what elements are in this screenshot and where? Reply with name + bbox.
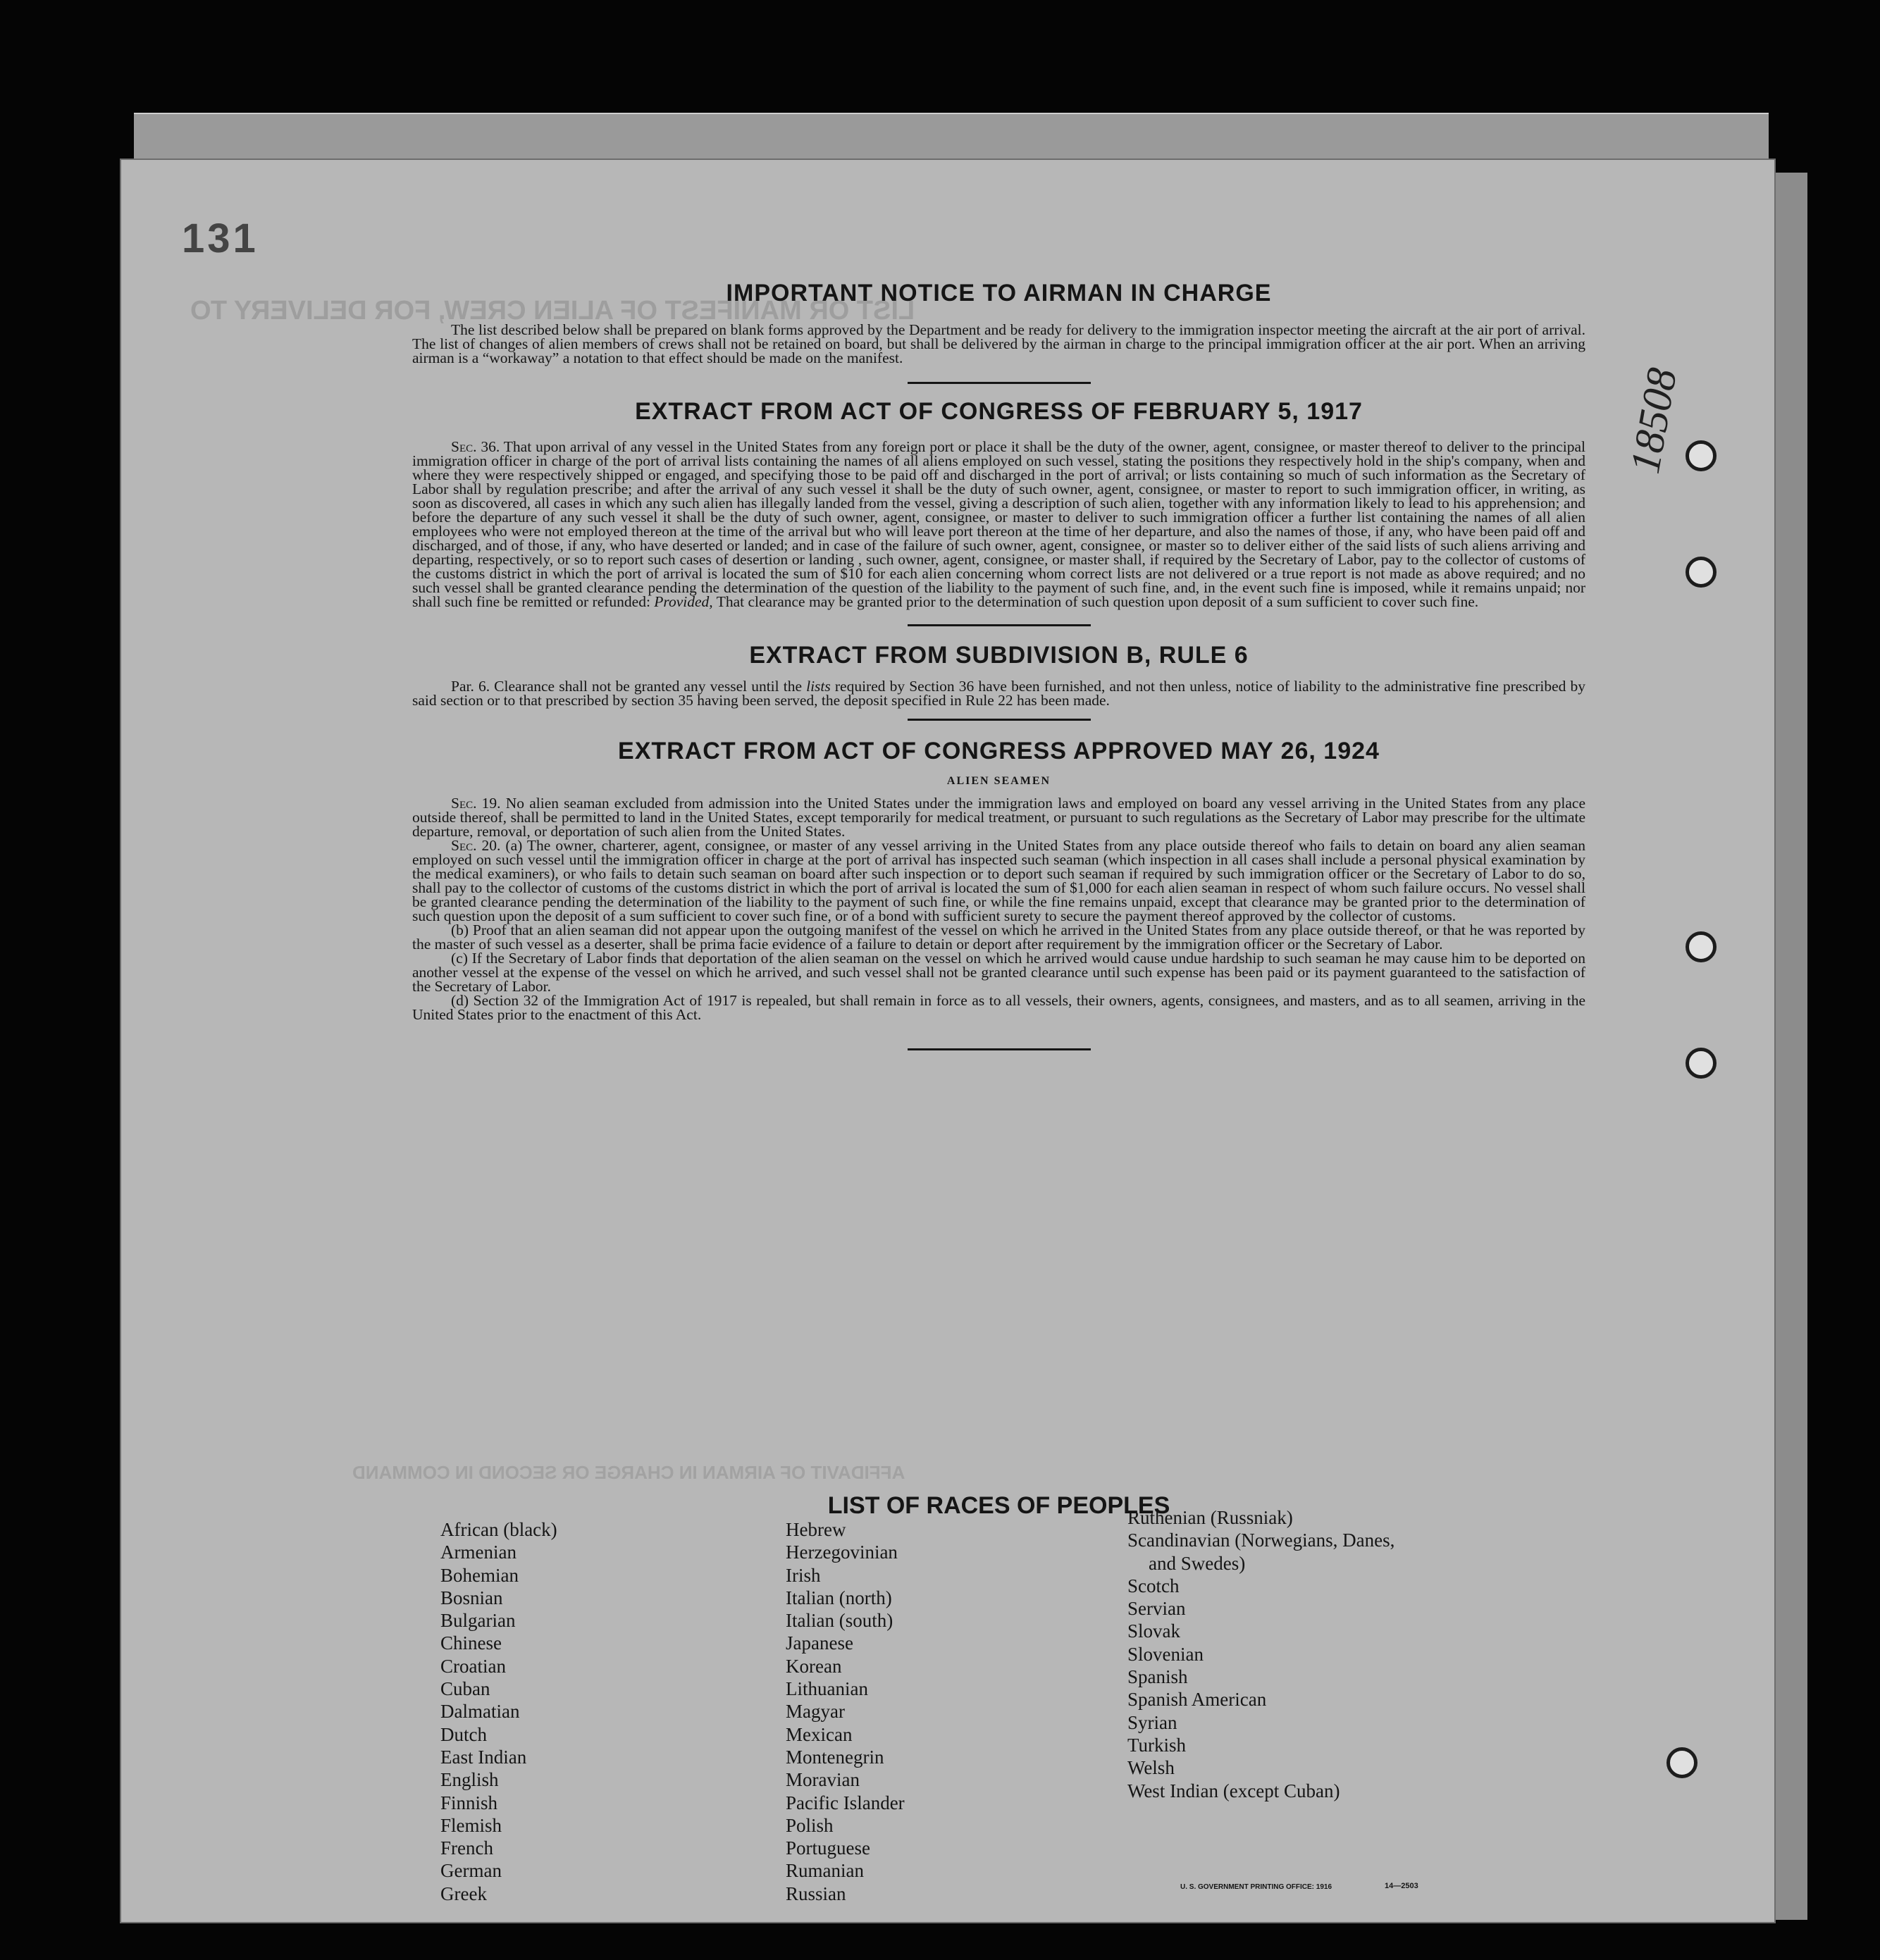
- races-title: LIST OF RACES OF PEOPLES: [827, 1492, 1170, 1520]
- race-item: Scotch: [1127, 1575, 1180, 1596]
- act-1924-title: EXTRACT FROM ACT OF CONGRESS APPROVED MAY 26, 1924: [618, 738, 1380, 764]
- sec20a-paragraph: [412, 838, 1585, 923]
- race-item: Hebrew: [786, 1519, 846, 1540]
- race-item: Croatian: [440, 1655, 506, 1677]
- race-item: West Indian (except Cuban): [1127, 1780, 1340, 1801]
- race-item: Servian: [1127, 1598, 1186, 1620]
- page-number-stamp: 131: [182, 216, 259, 261]
- race-item: Flemish: [440, 1814, 502, 1836]
- race-item: Montenegrin: [786, 1746, 884, 1768]
- race-item: Dalmatian: [440, 1701, 520, 1723]
- race-item: Ruthenian (Russniak): [1127, 1507, 1293, 1528]
- race-item: Syrian: [1127, 1711, 1177, 1733]
- race-item: Moravian: [786, 1769, 860, 1791]
- document-page: [120, 159, 1776, 1923]
- form-number: 14—2503: [1385, 1882, 1418, 1890]
- race-item: Dutch: [440, 1723, 487, 1745]
- races-column-2: [786, 1518, 905, 1905]
- race-item: Herzegovinian: [786, 1542, 898, 1563]
- handwritten-number: 18508: [1621, 364, 1686, 477]
- section-divider: [908, 382, 1091, 384]
- rule6-text: [412, 679, 1585, 707]
- section-divider: [908, 1048, 1091, 1050]
- race-item: Greek: [440, 1883, 487, 1904]
- sec20-label: Sec. 20.: [451, 837, 501, 854]
- sec20a-text: (a) The owner, charterer, agent, consignee, or master of any vessel arriving in the United States from any place outside thereof who fails to detain on board any alien seaman employed on such vessel until the immigration officer in charge at the port of arrival has inspected such seaman (which inspection in all cases shall include a personal physical examination by the medical examiners), or who fails to detain such seaman on board after such inspection or to deport such seaman if required by such immigration officer or the Secretary of Labor to do so, shall pay to the collector of customs of the customs district in which the port of arrival is located the sum of $1,000 for each alien seaman in respect of whom such failure occurs. No vessel shall be granted clearance pending the determination of the liability to the payment of such fine, or while the fine remains unpaid, except that clearance may be granted prior to the determination of such question upon the deposit of a sum sufficient to cover such fine, or of a bond with sufficient surety to secure the payment thereof approved by the collector of customs.: [412, 837, 1585, 924]
- race-item: Scandinavian (Norwegians, Danes,: [1127, 1530, 1395, 1551]
- race-item: Polish: [786, 1814, 834, 1836]
- sec19-label: Sec. 19.: [451, 795, 501, 812]
- race-item: Japanese: [786, 1632, 853, 1654]
- race-item: Bulgarian: [440, 1610, 516, 1632]
- act-1917-title: EXTRACT FROM ACT OF CONGRESS OF FEBRUARY 5, 1917: [635, 398, 1363, 425]
- race-item: Slovak: [1127, 1620, 1181, 1642]
- race-item: and Swedes): [1149, 1552, 1246, 1574]
- race-item: Rumanian: [786, 1860, 864, 1882]
- race-item: German: [440, 1860, 502, 1882]
- sec36-label: Sec. 36.: [451, 438, 500, 455]
- sec36-text-b: That clearance may be granted prior to the determination of such question upon deposit of a sum sufficient to cover such fine.: [716, 593, 1479, 610]
- race-item: Armenian: [440, 1542, 517, 1563]
- race-item: Bohemian: [440, 1564, 519, 1586]
- act-1917-sec36: [412, 440, 1585, 609]
- binder-hole: [1686, 557, 1717, 588]
- section-divider: [908, 624, 1091, 626]
- race-item: Cuban: [440, 1678, 490, 1700]
- race-item: Russian: [786, 1883, 846, 1904]
- rule6-title: EXTRACT FROM SUBDIVISION B, RULE 6: [749, 642, 1249, 669]
- race-item: East Indian: [440, 1746, 527, 1768]
- sec19-paragraph: [412, 796, 1585, 838]
- race-item: Spanish: [1127, 1666, 1188, 1688]
- race-item: Portuguese: [786, 1837, 870, 1859]
- page-edge: [1776, 173, 1807, 1920]
- binder-hole: [1686, 440, 1717, 471]
- sec36-provided: Provided,: [654, 593, 713, 610]
- race-item: Finnish: [440, 1792, 498, 1813]
- races-column-1: [440, 1518, 557, 1905]
- printing-office-imprint: U. S. GOVERNMENT PRINTING OFFICE: 1916: [1180, 1883, 1332, 1891]
- race-item: Irish: [786, 1564, 821, 1586]
- race-item: Mexican: [786, 1723, 853, 1745]
- sec20b-paragraph: (b) Proof that an alien seaman did not appear upon the outgoing manifest of the vessel on which he arrived in the United States from any place outside thereof, or that he was reported by the master of such vessel as a deserter, shall be prima facie evidence of a failure to detain or deport after requirement by the immigration officer or the Secretary of Labor.: [412, 922, 1585, 953]
- binder-hole: [1666, 1747, 1697, 1778]
- race-item: Welsh: [1127, 1757, 1175, 1779]
- race-item: Italian (south): [786, 1610, 893, 1632]
- rule6-text-b: required by Section 36 have been furnished, and not then unless, notice of liability to the administrative fine prescribed by said section or to that prescribed by section 35 having been served, the deposit specified in Rule 22 has been made.: [412, 678, 1586, 709]
- race-item: Turkish: [1127, 1734, 1187, 1756]
- binder-hole: [1686, 931, 1717, 962]
- sec36-text-a: That upon arrival of any vessel in the United States from any foreign port or place it shall be the duty of the owner, agent, consignee, or master thereof to deliver to the principal immigration officer in charge of the port of arrival lists containing the names of all aliens employed on such vessel, stating the positions they respectively hold in the ship's company, when and where they were respectively shipped or engaged, and specifying those to be paid off and discharged in the port of arrival; or lists containing so much of such information as the Secretary of Labor shall by regulation prescribe; and after the arrival of any such vessel it shall be the duty of such owner, agent, consignee, or master to report to such immigration officer, in writing, as soon as discovered, all cases in which any such alien has illegally landed from the vessel, giving a description of such alien, together with any information likely to lead to his apprehension; and before the departure of any such vessel it shall be the duty of such owner, agent, consignee, or master to deliver to such immigration officer a further list containing the names of all alien employees who were not employed thereon at the time of the arrival but who will leave port thereon at the time of her departure, and also the names of those, if any, who have been paid off and discharged, and of those, if any, who have deserted or landed; and in case of the failure of such owner, agent, consignee, or master so to deliver either of the said lists of such aliens arriving and departing, respectively, or so to report such cases of desertion or landing , such owner, agent, consignee, or master shall, if required by the Secretary of Labor, pay to the collector of customs of the customs district in which the port of arrival is located the sum of $10 for each alien concerning whom correct lists are not delivered or a true report is not made as above required; and no such vessel shall be granted clearance pending the determination of the question of the liability to the payment of such fine, and, in the event such fine is imposed, while it remains unpaid; nor shall such fine be remitted or refunded:: [412, 438, 1586, 610]
- alien-seamen-subtitle: ALIEN SEAMEN: [946, 775, 1051, 787]
- rule6-lists: lists: [806, 678, 831, 695]
- race-item: Pacific Islander: [786, 1792, 905, 1813]
- bleed-through-affidavit: AFFIDAVIT OF AIRMAN IN CHARGE OR SECOND IN COMMAND: [352, 1462, 905, 1483]
- race-item: English: [440, 1769, 499, 1791]
- race-item: Chinese: [440, 1632, 502, 1654]
- sec20d-paragraph: (d) Section 32 of the Immigration Act of 1917 is repealed, but shall remain in force as to all vessels, their owners, agents, consignees, and masters, and as to all seamen, arriving in the United States prior to the enactment of this Act.: [412, 992, 1585, 1023]
- race-item: French: [440, 1837, 493, 1859]
- race-item: Spanish American: [1127, 1689, 1267, 1711]
- rule6-text-a: Par. 6. Clearance shall not be granted any vessel until the: [451, 678, 802, 695]
- sec19-text: No alien seaman excluded from admission into the United States under the immigration laws and employed on board any vessel arriving in the United States from any place outside thereof, shall be permitted to land in the United States, except temporarily for medical treatment, or pursuant to such regulations as the Secretary of Labor may prescribe for the ultimate departure, removal, or deportation of such alien from the United States.: [412, 795, 1586, 840]
- sec20c-paragraph: (c) If the Secretary of Labor finds that deportation of the alien seaman on the vessel on which he arrived would cause undue hardship to such seaman he may cause him to be deported on another vessel at the expense of the vessel on which he arrived, and such vessel shall not be granted clearance until such expense has been paid or its payment guaranteed to the satisfaction of the Secretary of Labor.: [412, 950, 1585, 995]
- race-item: Lithuanian: [786, 1678, 868, 1700]
- races-column-3: [1127, 1506, 1394, 1802]
- race-item: Bosnian: [440, 1587, 503, 1608]
- notice-title: IMPORTANT NOTICE TO AIRMAN IN CHARGE: [726, 280, 1272, 306]
- race-item: Korean: [786, 1655, 842, 1677]
- race-item: Slovenian: [1127, 1643, 1204, 1665]
- race-item: African (black): [440, 1519, 557, 1540]
- race-item: Italian (north): [786, 1587, 892, 1608]
- race-item: Magyar: [786, 1701, 845, 1723]
- notice-text: The list described below shall be prepared on blank forms approved by the Department and be ready for delivery to the immigration inspector meeting the aircraft at the air port of arrival. The list of changes of alien members of crews shall not be retained on board, but shall be delivered by the airman in charge to the principal immigration officer at the air port. When an arriving airman is a “workaway” a notation to that effect should be made on the manifest.: [412, 321, 1585, 366]
- binder-hole: [1686, 1048, 1717, 1079]
- section-divider: [908, 719, 1091, 721]
- bleed-through-header: LIST OR MANIFEST OF ALIEN CREW, FOR DELIVERY TO: [190, 296, 915, 325]
